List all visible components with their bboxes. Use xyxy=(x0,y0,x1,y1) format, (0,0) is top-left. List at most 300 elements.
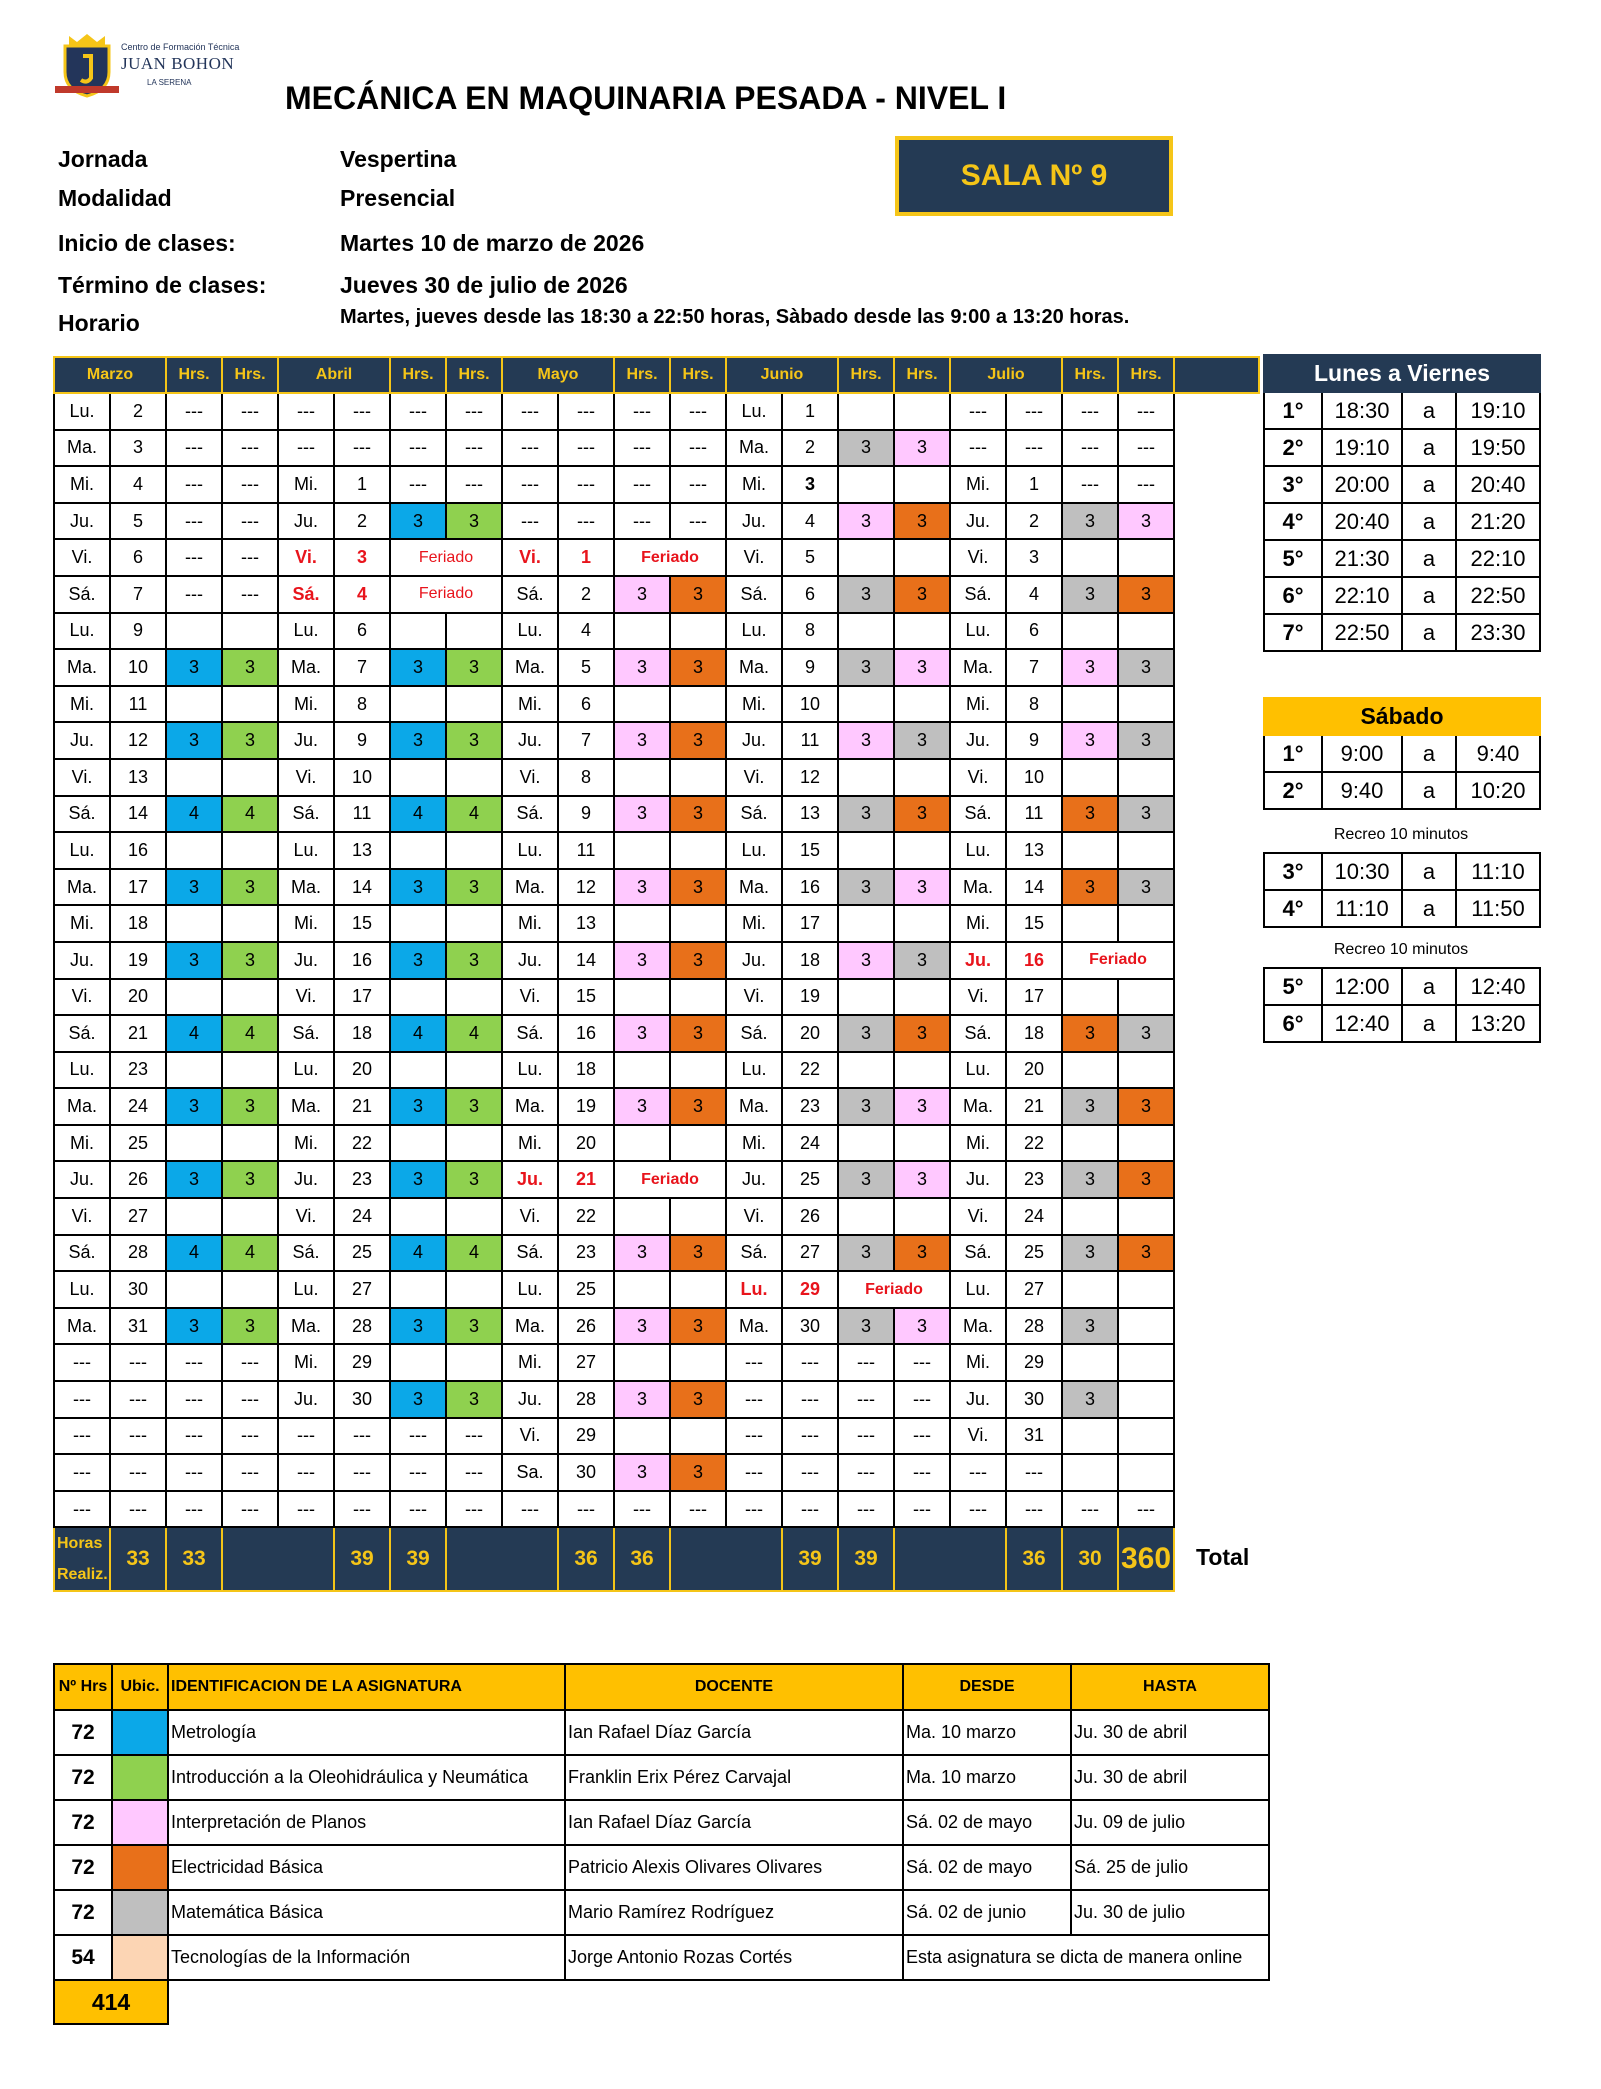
calendar-cell: 3 xyxy=(222,1161,278,1198)
calendar-cell: --- xyxy=(558,466,614,503)
calendar-cell: --- xyxy=(726,1344,782,1381)
calendar-header-cell: Hrs. xyxy=(614,357,670,393)
calendar-cell: Sá. xyxy=(54,1015,110,1052)
calendar-cell xyxy=(614,1271,670,1308)
calendar-row-spacer xyxy=(1174,1015,1259,1052)
subject-teacher: Jorge Antonio Rozas Cortés xyxy=(565,1935,903,1980)
saturday-schedule-title: Sábado xyxy=(1264,698,1540,735)
calendar-header-row xyxy=(54,357,1259,393)
schedule-cell: 11:10 xyxy=(1456,853,1540,890)
calendar-cell: 3 xyxy=(838,942,894,979)
calendar-cell: 3 xyxy=(166,649,222,686)
calendar-cell: Ju. xyxy=(54,722,110,759)
calendar-row-spacer xyxy=(1174,430,1259,467)
schedule-cell: 21:30 xyxy=(1322,540,1402,577)
calendar-cell: 3 xyxy=(670,1381,726,1418)
calendar-cell xyxy=(446,979,502,1016)
calendar-cell: 3 xyxy=(1062,503,1118,540)
calendar-cell: Lu. xyxy=(502,1052,558,1089)
calendar-cell xyxy=(1118,832,1174,869)
calendar-cell: 9 xyxy=(782,649,838,686)
calendar-cell: 5 xyxy=(110,503,166,540)
calendar-row xyxy=(54,1125,1259,1162)
calendar-cell: Sá. xyxy=(726,1235,782,1272)
calendar-cell: 20 xyxy=(782,1015,838,1052)
calendar-cell: Mi. xyxy=(54,905,110,942)
calendar-cell: --- xyxy=(558,393,614,430)
subject-teacher: Patricio Alexis Olivares Olivares xyxy=(565,1845,903,1890)
calendar-cell: 18 xyxy=(110,905,166,942)
calendar-cell: --- xyxy=(390,1418,446,1455)
calendar-cell: 2 xyxy=(558,576,614,613)
calendar-cell: --- xyxy=(894,1418,950,1455)
calendar-cell: --- xyxy=(222,1454,278,1491)
recreo-note-2: Recreo 10 minutos xyxy=(1333,941,1469,958)
calendar-row-spacer xyxy=(1174,832,1259,869)
calendar-cell xyxy=(614,759,670,796)
calendar-cell: --- xyxy=(222,576,278,613)
holiday-cell: Feriado xyxy=(390,539,502,576)
schedule-cell: 19:50 xyxy=(1456,429,1540,466)
subject-hours: 72 xyxy=(54,1845,112,1890)
schedule-cell: a xyxy=(1402,735,1456,772)
calendar-cell: 3 xyxy=(894,1088,950,1125)
weekday-schedule xyxy=(1263,354,1541,652)
calendar-cell xyxy=(670,832,726,869)
holiday-cell: Feriado xyxy=(614,539,726,576)
calendar-cell: Sá. xyxy=(278,576,334,613)
calendar-cell: --- xyxy=(670,1491,726,1528)
calendar-cell: --- xyxy=(334,1418,390,1455)
calendar-cell: --- xyxy=(782,1344,838,1381)
calendar-cell: Ma. xyxy=(726,649,782,686)
calendar-cell: 20 xyxy=(334,1052,390,1089)
calendar-cell xyxy=(222,832,278,869)
calendar-cell: --- xyxy=(334,1491,390,1528)
calendar-row-spacer xyxy=(1174,539,1259,576)
calendar-row-spacer xyxy=(1174,722,1259,759)
calendar-cell: Ma. xyxy=(278,649,334,686)
schedule-cell: 21:20 xyxy=(1456,503,1540,540)
calendar-cell: 3 xyxy=(446,649,502,686)
calendar-cell: 24 xyxy=(110,1088,166,1125)
calendar-cell: --- xyxy=(110,1344,166,1381)
calendar-cell: Mi. xyxy=(726,686,782,723)
calendar-header-cell: Hrs. xyxy=(894,357,950,393)
schedule-row xyxy=(1264,466,1540,503)
schedule-cell: 6° xyxy=(1264,1005,1322,1042)
calendar-cell: 6 xyxy=(1006,613,1062,650)
saturday-schedule-2 xyxy=(1263,852,1541,928)
calendar-cell: 24 xyxy=(1006,1198,1062,1235)
calendar-row-spacer xyxy=(1174,503,1259,540)
calendar-header-cell: Marzo xyxy=(54,357,166,393)
calendar-cell xyxy=(670,759,726,796)
calendar-cell: --- xyxy=(446,1418,502,1455)
calendar-cell: 28 xyxy=(334,1308,390,1345)
calendar-cell xyxy=(1062,759,1118,796)
calendar-cell: --- xyxy=(1062,393,1118,430)
calendar-cell: --- xyxy=(54,1454,110,1491)
calendar-cell: Ma. xyxy=(726,869,782,906)
month-total: 30 xyxy=(1062,1527,1118,1591)
schedule-cell: a xyxy=(1402,968,1456,1005)
calendar-cell xyxy=(166,1125,222,1162)
calendar-cell: Mi. xyxy=(278,686,334,723)
calendar-cell: Ma. xyxy=(54,1088,110,1125)
schedule-row xyxy=(1264,772,1540,809)
calendar-row xyxy=(54,1454,1259,1491)
calendar-cell: 3 xyxy=(670,796,726,833)
calendar-cell: Ma. xyxy=(950,649,1006,686)
calendar-cell: Sá. xyxy=(950,796,1006,833)
calendar-cell: Ma. xyxy=(54,869,110,906)
schedule-cell: 19:10 xyxy=(1456,392,1540,429)
month-total: 39 xyxy=(838,1527,894,1591)
calendar-cell xyxy=(894,759,950,796)
calendar-row-spacer xyxy=(1174,796,1259,833)
calendar-cell: 27 xyxy=(558,1344,614,1381)
calendar-cell: --- xyxy=(446,466,502,503)
calendar-cell: 3 xyxy=(1118,649,1174,686)
calendar-cell: 21 xyxy=(110,1015,166,1052)
calendar-cell: Ju. xyxy=(54,503,110,540)
calendar-cell: --- xyxy=(1062,430,1118,467)
calendar-cell xyxy=(390,613,446,650)
calendar-cell xyxy=(390,759,446,796)
calendar-cell: 3 xyxy=(1062,1381,1118,1418)
calendar-cell: 31 xyxy=(110,1308,166,1345)
calendar-cell xyxy=(838,979,894,1016)
calendar-cell: 3 xyxy=(1062,796,1118,833)
calendar-cell: Sá. xyxy=(502,1015,558,1052)
calendar-cell xyxy=(1118,1454,1174,1491)
calendar-cell xyxy=(670,1344,726,1381)
header-teacher: DOCENTE xyxy=(565,1664,903,1710)
holiday-cell: Feriado xyxy=(1062,942,1174,979)
calendar-cell: 3 xyxy=(446,869,502,906)
calendar-cell xyxy=(222,613,278,650)
calendar-cell: 20 xyxy=(110,979,166,1016)
calendar-cell: Vi. xyxy=(726,1198,782,1235)
subject-hours: 72 xyxy=(54,1755,112,1800)
header-subject: IDENTIFICACION DE LA ASIGNATURA xyxy=(168,1664,565,1710)
calendar-cell: 29 xyxy=(558,1418,614,1455)
calendar-cell: --- xyxy=(1062,466,1118,503)
calendar-cell xyxy=(670,1052,726,1089)
calendar-cell: Vi. xyxy=(54,979,110,1016)
calendar-cell xyxy=(222,1198,278,1235)
calendar-cell: 8 xyxy=(1006,686,1062,723)
schedule-cell: 18:30 xyxy=(1322,392,1402,429)
calendar-cell: 23 xyxy=(110,1052,166,1089)
schedule-row xyxy=(1264,540,1540,577)
calendar-cell xyxy=(166,759,222,796)
calendar-row xyxy=(54,796,1259,833)
calendar-cell: --- xyxy=(222,1491,278,1528)
subject-color-swatch xyxy=(112,1755,168,1800)
calendar-cell: Lu. xyxy=(726,393,782,430)
calendar-cell xyxy=(894,539,950,576)
calendar-cell: 3 xyxy=(166,722,222,759)
subject-from: Sá. 02 de mayo xyxy=(903,1800,1071,1845)
calendar-cell: 3 xyxy=(1062,1235,1118,1272)
calendar-cell: --- xyxy=(166,1418,222,1455)
calendar-cell: Mi. xyxy=(278,1125,334,1162)
calendar-row-spacer xyxy=(1174,613,1259,650)
calendar-cell xyxy=(446,613,502,650)
calendar-cell: 3 xyxy=(390,1308,446,1345)
calendar-cell: 14 xyxy=(110,796,166,833)
calendar-cell xyxy=(838,613,894,650)
calendar-cell: --- xyxy=(726,1381,782,1418)
calendar-cell: 3 xyxy=(222,942,278,979)
schedule-cell: 22:10 xyxy=(1322,577,1402,614)
calendar-cell xyxy=(166,832,222,869)
calendar-cell: 4 xyxy=(446,796,502,833)
calendar-cell: 18 xyxy=(1006,1015,1062,1052)
schedule-row xyxy=(1264,503,1540,540)
calendar-cell: --- xyxy=(558,1491,614,1528)
calendar-cell xyxy=(670,613,726,650)
calendar-cell: 25 xyxy=(334,1235,390,1272)
inicio-value: Martes 10 de marzo de 2026 xyxy=(340,230,645,256)
calendar-cell: 23 xyxy=(782,1088,838,1125)
calendar-cell: 3 xyxy=(894,1235,950,1272)
calendar-cell xyxy=(446,905,502,942)
calendar-cell: 26 xyxy=(782,1198,838,1235)
calendar-cell xyxy=(1118,1198,1174,1235)
calendar-cell xyxy=(446,1271,502,1308)
subject-hours: 72 xyxy=(54,1710,112,1755)
calendar-cell: 3 xyxy=(1062,722,1118,759)
calendar-cell: --- xyxy=(166,503,222,540)
calendar-cell: Ju. xyxy=(502,942,558,979)
calendar-header-cell: Hrs. xyxy=(222,357,278,393)
calendar-cell: Ma. xyxy=(278,869,334,906)
schedule-cell: a xyxy=(1402,772,1456,809)
schedule-cell: 20:40 xyxy=(1322,503,1402,540)
calendar-cell: Ju. xyxy=(278,1161,334,1198)
calendar-cell: 30 xyxy=(110,1271,166,1308)
subject-name: Introducción a la Oleohidráulica y Neumática xyxy=(168,1755,565,1800)
schedule-row xyxy=(1264,1005,1540,1042)
calendar-cell: Vi. xyxy=(502,979,558,1016)
calendar-cell xyxy=(614,832,670,869)
calendar-cell: 9 xyxy=(1006,722,1062,759)
schedule-cell: 11:10 xyxy=(1322,890,1402,927)
calendar-cell: Mi. xyxy=(726,905,782,942)
calendar-cell: 11 xyxy=(1006,796,1062,833)
calendar-cell: 3 xyxy=(222,1088,278,1125)
calendar-cell: --- xyxy=(1062,1491,1118,1528)
calendar-cell xyxy=(614,1052,670,1089)
calendar-cell: Ju. xyxy=(502,722,558,759)
calendar-cell xyxy=(166,1198,222,1235)
calendar-cell: --- xyxy=(558,503,614,540)
jornada-label: Jornada xyxy=(58,146,148,172)
calendar-cell: Vi. xyxy=(502,1418,558,1455)
calendar-cell: Lu. xyxy=(950,1271,1006,1308)
calendar-cell: 3 xyxy=(390,503,446,540)
calendar-row xyxy=(54,1198,1259,1235)
calendar-cell: 15 xyxy=(558,979,614,1016)
calendar-cell xyxy=(222,1271,278,1308)
calendar-cell: --- xyxy=(110,1381,166,1418)
schedule-cell: 2° xyxy=(1264,772,1322,809)
calendar-cell: Ma. xyxy=(502,1308,558,1345)
schedule-cell: 4° xyxy=(1264,503,1322,540)
month-total: 36 xyxy=(614,1527,670,1591)
calendar-cell: --- xyxy=(894,1454,950,1491)
calendar-cell xyxy=(894,393,950,430)
calendar-cell: 13 xyxy=(1006,832,1062,869)
calendar-cell xyxy=(222,905,278,942)
calendar-cell: Vi. xyxy=(726,539,782,576)
calendar-cell: 19 xyxy=(782,979,838,1016)
calendar-cell: 20 xyxy=(1006,1052,1062,1089)
calendar-cell: Ju. xyxy=(54,1161,110,1198)
calendar-cell xyxy=(390,1344,446,1381)
subject-row xyxy=(54,1800,1269,1845)
calendar-cell: 3 xyxy=(894,1308,950,1345)
calendar-cell: --- xyxy=(390,393,446,430)
calendar-cell: Ju. xyxy=(278,942,334,979)
calendar-cell: 13 xyxy=(558,905,614,942)
calendar-cell xyxy=(894,686,950,723)
schedule-cell: 9:00 xyxy=(1322,735,1402,772)
calendar-cell: 3 xyxy=(838,503,894,540)
calendar-cell: Mi. xyxy=(950,686,1006,723)
calendar-row xyxy=(54,613,1259,650)
calendar-cell: 3 xyxy=(446,1381,502,1418)
calendar-row-spacer xyxy=(1174,466,1259,503)
subject-color-swatch xyxy=(112,1800,168,1845)
calendar-cell: Ju. xyxy=(502,1161,558,1198)
calendar-cell: 1 xyxy=(1006,466,1062,503)
calendar-cell: Lu. xyxy=(54,1052,110,1089)
calendar-cell xyxy=(1062,979,1118,1016)
calendar-cell xyxy=(390,1125,446,1162)
subject-name: Interpretación de Planos xyxy=(168,1800,565,1845)
calendar-cell: --- xyxy=(278,393,334,430)
schedule-cell: 10:30 xyxy=(1322,853,1402,890)
calendar-cell: 3 xyxy=(446,942,502,979)
horas-realiz-label xyxy=(54,1527,110,1591)
calendar-row-spacer xyxy=(1174,1052,1259,1089)
calendar-cell: Ma. xyxy=(726,1088,782,1125)
calendar-cell: Lu. xyxy=(278,1271,334,1308)
calendar-cell: 21 xyxy=(334,1088,390,1125)
calendar-cell: 3 xyxy=(894,942,950,979)
calendar-row xyxy=(54,576,1259,613)
calendar-cell: --- xyxy=(278,1418,334,1455)
calendar-cell: --- xyxy=(278,430,334,467)
calendar-cell xyxy=(614,1125,670,1162)
calendar-cell: Sá. xyxy=(726,796,782,833)
calendar-cell xyxy=(1118,1052,1174,1089)
calendar-cell: Mi. xyxy=(54,466,110,503)
calendar-cell: --- xyxy=(166,539,222,576)
calendar-cell: 7 xyxy=(1006,649,1062,686)
subject-online-note: Esta asignatura se dicta de manera online xyxy=(903,1935,1269,1980)
calendar-cell: Sá. xyxy=(950,1235,1006,1272)
calendar-cell: 3 xyxy=(390,1161,446,1198)
calendar-cell: --- xyxy=(726,1454,782,1491)
calendar-cell: 16 xyxy=(334,942,390,979)
calendar-cell: Ju. xyxy=(54,942,110,979)
calendar-row-spacer xyxy=(1174,1125,1259,1162)
calendar-cell: 3 xyxy=(614,1235,670,1272)
calendar-cell xyxy=(614,686,670,723)
schedule-cell: 7° xyxy=(1264,614,1322,651)
calendar-row xyxy=(54,503,1259,540)
calendar-cell: 8 xyxy=(558,759,614,796)
calendar-cell: 16 xyxy=(558,1015,614,1052)
subject-hours: 72 xyxy=(54,1890,112,1935)
calendar-row-spacer xyxy=(1174,1344,1259,1381)
calendar-cell: Ju. xyxy=(950,942,1006,979)
calendar-header-cell: Hrs. xyxy=(390,357,446,393)
schedule-cell: 5° xyxy=(1264,968,1322,1005)
subject-from: Ma. 10 marzo xyxy=(903,1710,1071,1755)
schedule-cell: 12:40 xyxy=(1456,968,1540,1005)
calendar-cell: 3 xyxy=(838,722,894,759)
horario-value: Martes, jueves desde las 18:30 a 22:50 horas, Sàbado desde las 9:00 a 13:20 horas. xyxy=(340,306,1130,328)
calendar-cell: Lu. xyxy=(278,1052,334,1089)
subject-name: Electricidad Básica xyxy=(168,1845,565,1890)
calendar-cell xyxy=(838,466,894,503)
calendar-cell: Vi. xyxy=(950,1198,1006,1235)
calendar-cell: Vi. xyxy=(278,1198,334,1235)
calendar-cell: Vi. xyxy=(950,539,1006,576)
subject-row xyxy=(54,1935,1269,1980)
subject-color-swatch xyxy=(112,1890,168,1935)
schedule-row xyxy=(1264,429,1540,466)
calendar-header-cell: Mayo xyxy=(502,357,614,393)
calendar-row xyxy=(54,1418,1259,1455)
calendar-cell: 28 xyxy=(558,1381,614,1418)
calendar-row-spacer xyxy=(1174,1088,1259,1125)
subject-row xyxy=(54,1845,1269,1890)
subject-color-swatch xyxy=(112,1710,168,1755)
schedule-cell: 12:40 xyxy=(1322,1005,1402,1042)
logo-line1: Centro de Formación Técnica xyxy=(121,42,240,52)
calendar-cell: 3 xyxy=(390,1381,446,1418)
calendar-cell: 3 xyxy=(1118,796,1174,833)
calendar-cell: Lu. xyxy=(502,613,558,650)
page-title: MECÁNICA EN MAQUINARIA PESADA - NIVEL I xyxy=(285,80,1007,116)
calendar-cell: 3 xyxy=(1118,869,1174,906)
calendar-cell: 11 xyxy=(110,686,166,723)
calendar-cell: 28 xyxy=(1006,1308,1062,1345)
calendar-cell: Ju. xyxy=(278,1381,334,1418)
subject-teacher: Franklin Erix Pérez Carvajal xyxy=(565,1755,903,1800)
calendar-cell: --- xyxy=(166,576,222,613)
schedule-cell: a xyxy=(1402,577,1456,614)
month-total: 33 xyxy=(110,1527,166,1591)
calendar-row-spacer xyxy=(1174,1418,1259,1455)
calendar-cell: --- xyxy=(446,430,502,467)
calendar-cell: 2 xyxy=(334,503,390,540)
calendar-cell: 9 xyxy=(558,796,614,833)
calendar-cell: --- xyxy=(726,1418,782,1455)
calendar-cell: 3 xyxy=(614,869,670,906)
calendar-cell: 4 xyxy=(390,1235,446,1272)
subject-from: Sá. 02 de mayo xyxy=(903,1845,1071,1890)
calendar-cell xyxy=(838,1052,894,1089)
calendar-cell: Ma. xyxy=(950,869,1006,906)
